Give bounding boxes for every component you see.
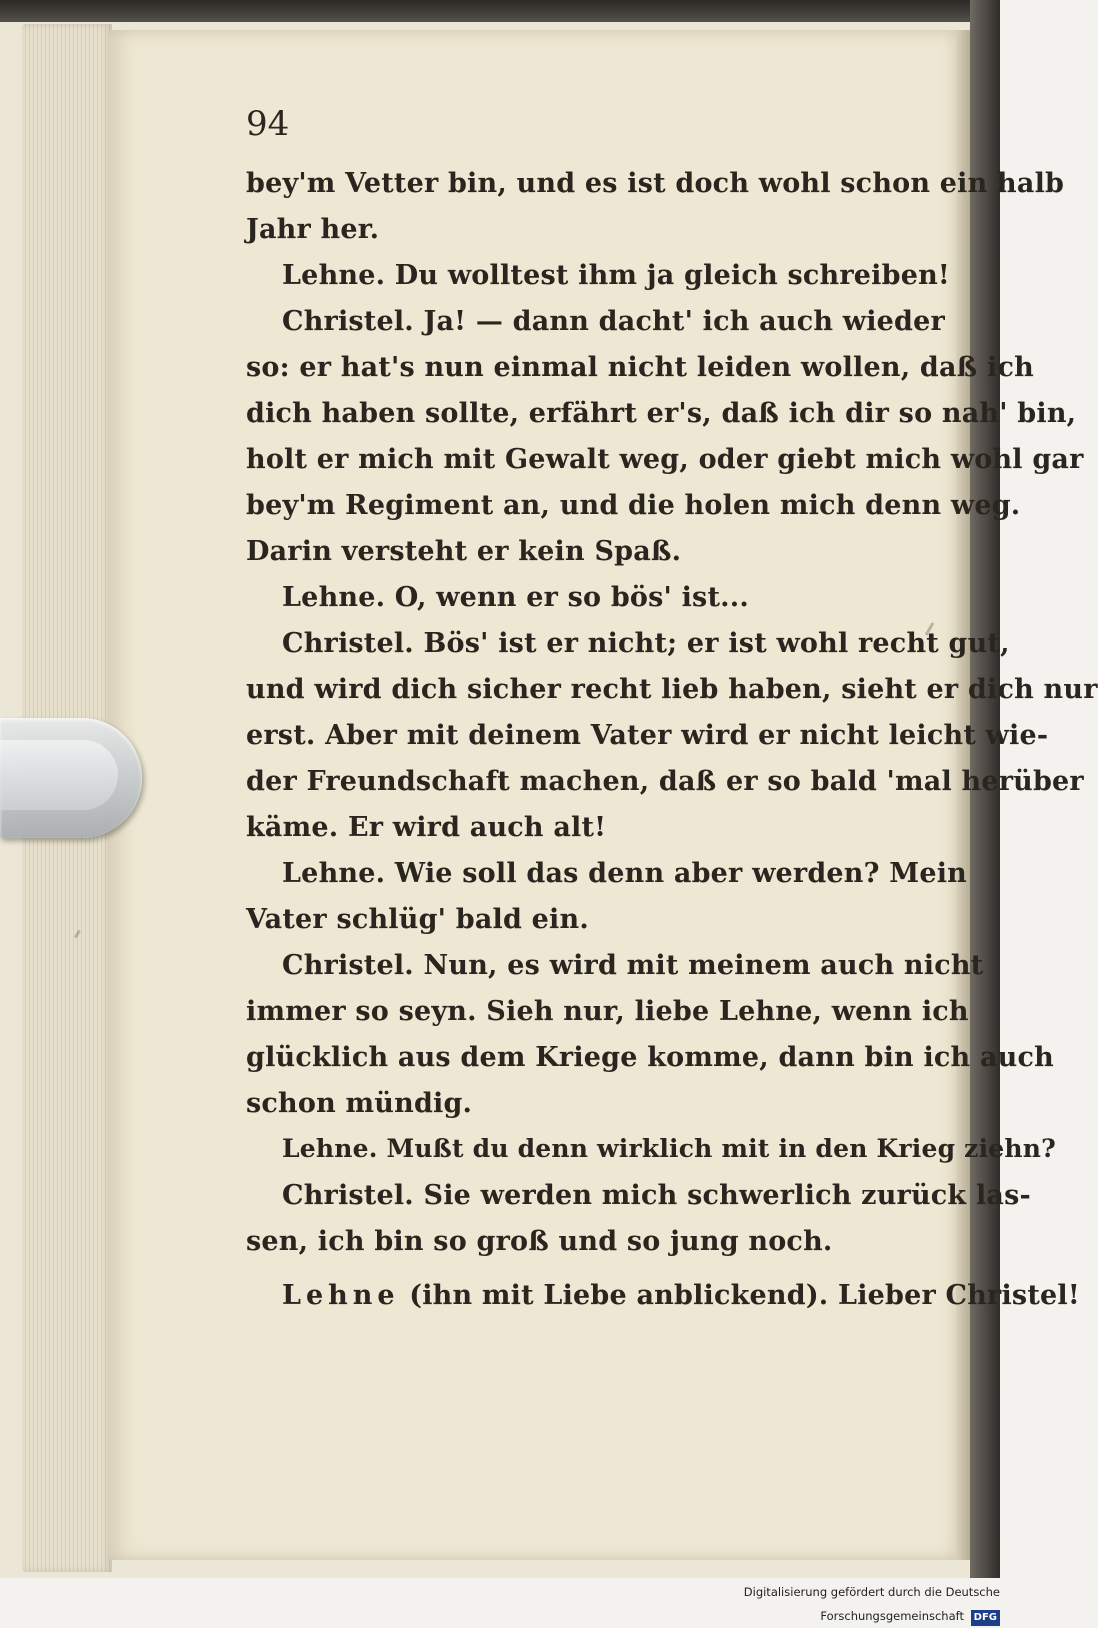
text-line: sen, ich bin so groß und so jung noch. bbox=[246, 1226, 833, 1257]
text-line: Lehne. O, wenn er so bös' ist... bbox=[282, 582, 749, 613]
text-line: glücklich aus dem Kriege komme, dann bin ich auch bbox=[246, 1042, 1054, 1073]
text-line: bey'm Vetter bin, und es ist doch wohl schon ein halb bbox=[246, 168, 1065, 199]
text-line: Darin versteht er kein Spaß. bbox=[246, 536, 682, 567]
text-line: Christel. Sie werden mich schwerlich zurück las- bbox=[282, 1180, 1031, 1211]
text-line: so: er hat's nun einmal nicht leiden wollen, daß ich bbox=[246, 352, 1034, 383]
text-line: Vater schlüg' bald ein. bbox=[246, 904, 589, 935]
speaker-name: Lehne bbox=[282, 1280, 400, 1311]
text-line: erst. Aber mit deinem Vater wird er nicht leicht wie- bbox=[246, 720, 1049, 751]
scan-top-edge bbox=[0, 0, 1000, 22]
page-number: 94 bbox=[246, 104, 290, 144]
text-line: schon mündig. bbox=[246, 1088, 473, 1119]
text-line: der Freundschaft machen, daß er so bald 'mal herüber bbox=[246, 766, 1084, 797]
text-line: Christel. Nun, es wird mit meinem auch nicht bbox=[282, 950, 984, 981]
book-clamp-highlight bbox=[0, 740, 118, 810]
text-line: bey'm Regiment an, und die holen mich denn weg. bbox=[246, 490, 1021, 521]
text-line: dich haben sollte, erfährt er's, daß ich dir so nah' bin, bbox=[246, 398, 1077, 429]
text-line: Christel. Bös' ist er nicht; er ist wohl recht gut, bbox=[282, 628, 1010, 659]
text-line: käme. Er wird auch alt! bbox=[246, 812, 607, 843]
stage-direction-line: (ihn mit Liebe anblickend). Lieber Christel! bbox=[409, 1280, 1080, 1311]
text-line: Lehne. Mußt du denn wirklich mit in den Krieg ziehn? bbox=[282, 1134, 1056, 1163]
text-line: Lehne. Du wolltest ihm ja gleich schreiben! bbox=[282, 260, 950, 291]
footer-text: Digitalisierung gefördert durch die Deutsche Forschungsgemeinschaft bbox=[743, 1585, 1000, 1623]
text-line: holt er mich mit Gewalt weg, oder giebt mich wohl gar bbox=[246, 444, 1084, 475]
text-line-last bbox=[282, 1280, 1080, 1311]
dfg-logo: DFG bbox=[971, 1610, 1000, 1626]
text-line: und wird dich sicher recht lieb haben, sieht er dich nur bbox=[246, 674, 1098, 705]
text-line: immer so seyn. Sieh nur, liebe Lehne, wenn ich bbox=[246, 996, 969, 1027]
text-line: Jahr her. bbox=[246, 214, 380, 245]
scan-credit bbox=[600, 1580, 1006, 1623]
text-line: Christel. Ja! — dann dacht' ich auch wieder bbox=[282, 306, 945, 337]
text-line: Lehne. Wie soll das denn aber werden? Mein bbox=[282, 858, 967, 889]
